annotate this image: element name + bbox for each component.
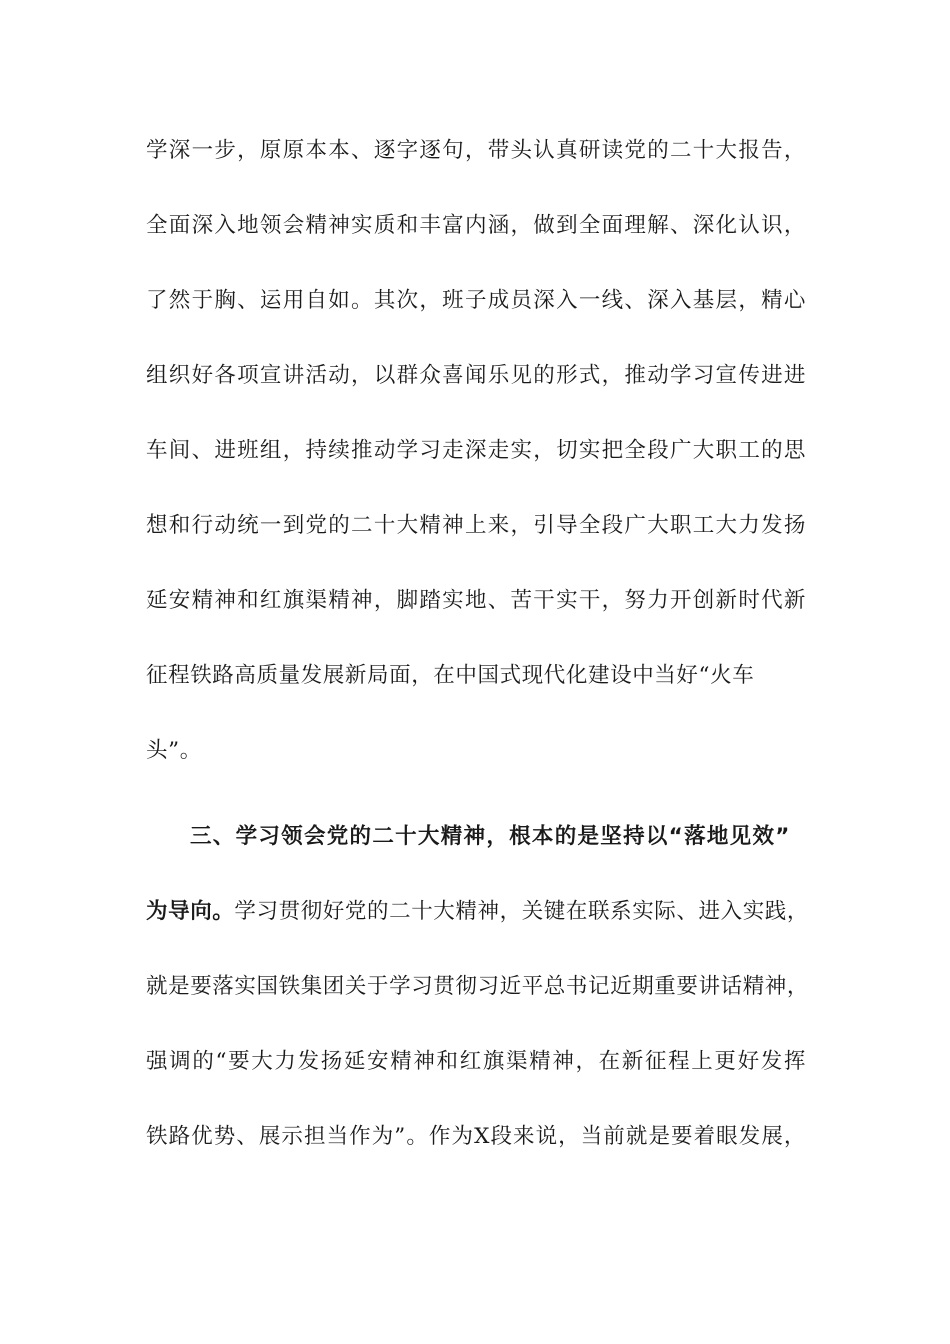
paragraph-1-line-5: 车间、进班组，持续推动学习走深走实，切实把全段广大职工的思	[146, 438, 806, 463]
paragraph-1-line-3: 了然于胸、运用自如。其次，班子成员深入一线、深入基层，精心	[146, 288, 806, 313]
paragraph-1-line-4: 组织好各项宣讲活动，以群众喜闻乐见的形式，推动学习宣传进进	[146, 363, 806, 388]
paragraph-1-line-8: 征程铁路高质量发展新局面，在中国式现代化建设中当好“火车	[146, 663, 755, 688]
paragraph-1-line-6: 想和行动统一到党的二十大精神上来，引导全段广大职工大力发扬	[146, 513, 806, 538]
section-3-heading: 三、学习领会党的二十大精神，根本的是坚持以“落地见效”	[190, 824, 790, 849]
paragraph-2-line-1	[146, 892, 810, 932]
paragraph-2-line-4: 铁路优势、展示担当作为”。作为X段来说，当前就是要着眼发展，	[146, 1124, 806, 1149]
paragraph-1-line-9: 头”。	[146, 738, 202, 763]
paragraph-1-line-7: 延安精神和红旗渠精神，脚踏实地、苦干实干，努力开创新时代新	[146, 588, 806, 613]
paragraph-1-line-1: 学深一步，原原本本、逐字逐句，带头认真研读党的二十大报告，	[146, 138, 806, 163]
paragraph-2-line-3: 强调的“要大力发扬延安精神和红旗渠精神，在新征程上更好发挥	[146, 1049, 806, 1074]
paragraph-2-line-1-text: 学习贯彻好党的二十大精神，关键在联系实际、进入实践，	[234, 899, 810, 924]
paragraph-1-line-2: 全面深入地领会精神实质和丰富内涵，做到全面理解、深化认识，	[146, 213, 806, 238]
section-3-heading-end: 为导向。	[146, 899, 235, 924]
paragraph-2-line-2: 就是要落实国铁集团关于学习贯彻习近平总书记近期重要讲话精神，	[146, 974, 810, 999]
